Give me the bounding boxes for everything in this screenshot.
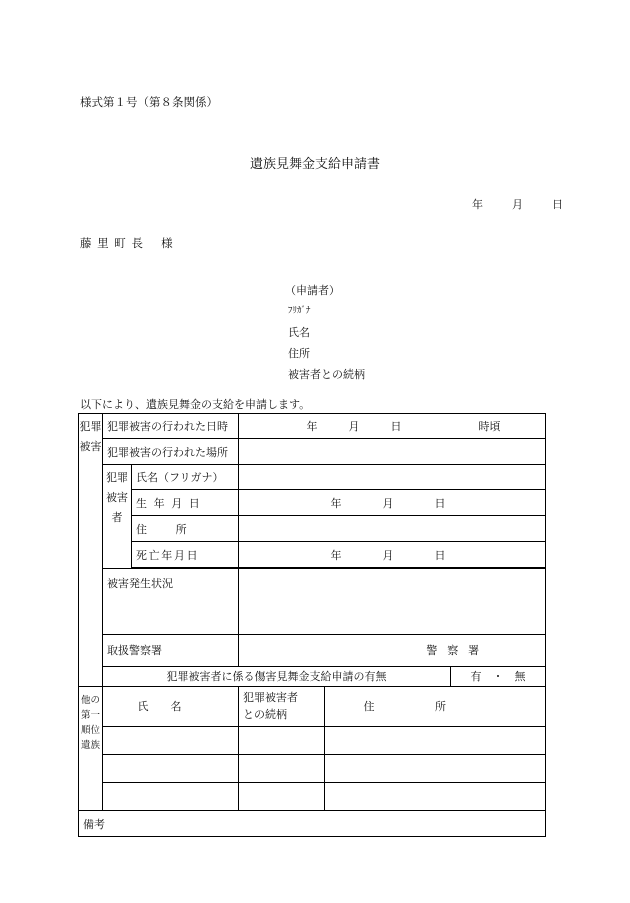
heir-3-address[interactable] bbox=[325, 782, 546, 810]
intro-text: 以下により、遺族見舞金の支給を申請します。 bbox=[80, 398, 311, 411]
birth-month: 月 bbox=[382, 496, 394, 510]
application-form-table bbox=[78, 413, 546, 837]
applicant-block bbox=[285, 280, 365, 385]
police-suffix: 警察署 bbox=[426, 644, 490, 658]
other-heirs-heading: 他の第一順位遺族 bbox=[79, 686, 103, 810]
place-value[interactable] bbox=[239, 439, 546, 465]
heir-2-address[interactable] bbox=[325, 754, 546, 782]
addressee: 藤 里 町 長 様 bbox=[80, 236, 174, 250]
situation-value[interactable] bbox=[239, 569, 546, 635]
police-value[interactable] bbox=[239, 635, 546, 666]
injury-claim-label: 犯罪被害者に係る傷害見舞金支給申請の有無 bbox=[103, 666, 451, 686]
police-label: 取扱警察署 bbox=[103, 635, 239, 666]
heir-1-name[interactable] bbox=[103, 726, 239, 754]
date-day: 日 bbox=[552, 198, 563, 211]
applicant-name-label: 氏名 bbox=[288, 326, 310, 339]
injury-claim-options[interactable]: 有 ・ 無 bbox=[451, 666, 546, 686]
date-month: 月 bbox=[512, 198, 523, 211]
crime-victim-heading: 犯罪被害 bbox=[79, 414, 103, 687]
col-name-header: 氏名 bbox=[103, 686, 239, 726]
document-title: 遺族見舞金支給申請書 bbox=[249, 157, 380, 172]
datetime-year: 年 bbox=[306, 420, 318, 434]
victim-name-value[interactable] bbox=[239, 465, 546, 490]
victim-address-label: 住所 bbox=[132, 516, 239, 542]
datetime-day: 日 bbox=[390, 420, 402, 434]
heir-1-address[interactable] bbox=[325, 726, 546, 754]
applicant-heading: （申請者） bbox=[285, 284, 340, 297]
applicant-relation-label: 被害者との続柄 bbox=[288, 368, 365, 381]
datetime-value[interactable] bbox=[239, 414, 546, 439]
heir-1-relation[interactable] bbox=[239, 726, 325, 754]
heir-3-relation[interactable] bbox=[239, 782, 325, 810]
victim-address-value[interactable] bbox=[239, 516, 546, 542]
col-address-header: 住所 bbox=[325, 686, 546, 726]
col-relation-header bbox=[239, 686, 325, 726]
death-day: 日 bbox=[434, 548, 446, 562]
death-year: 年 bbox=[330, 548, 342, 562]
birth-year: 年 bbox=[330, 496, 342, 510]
remarks-label: 備考 bbox=[79, 810, 546, 836]
date-year: 年 bbox=[472, 198, 483, 211]
death-month: 月 bbox=[382, 548, 394, 562]
situation-label: 被害発生状況 bbox=[103, 569, 239, 635]
col-relation-line2: との続柄 bbox=[243, 708, 287, 722]
heir-2-name[interactable] bbox=[103, 754, 239, 782]
application-date bbox=[472, 199, 563, 210]
heir-3-name[interactable] bbox=[103, 782, 239, 810]
birth-value[interactable] bbox=[239, 490, 546, 516]
heir-2-relation[interactable] bbox=[239, 754, 325, 782]
victim-name-label: 氏名（フリガナ） bbox=[132, 465, 239, 490]
death-label: 死亡年月日 bbox=[132, 542, 239, 568]
datetime-label: 犯罪被害の行われた日時 bbox=[103, 414, 239, 439]
place-label: 犯罪被害の行われた場所 bbox=[103, 439, 239, 465]
applicant-furigana-label: ﾌﾘｶﾞﾅ bbox=[288, 306, 311, 316]
datetime-time: 時頃 bbox=[478, 420, 501, 434]
victim-heading: 犯罪被害者 bbox=[103, 465, 132, 569]
applicant-address-label: 住所 bbox=[288, 347, 310, 360]
birth-day: 日 bbox=[434, 496, 446, 510]
col-relation-line1: 犯罪被害者 bbox=[243, 691, 298, 705]
form-code: 様式第１号（第８条関係） bbox=[80, 95, 218, 109]
datetime-month: 月 bbox=[348, 420, 360, 434]
death-value[interactable] bbox=[239, 542, 546, 568]
birth-label: 生年月日 bbox=[132, 490, 239, 516]
